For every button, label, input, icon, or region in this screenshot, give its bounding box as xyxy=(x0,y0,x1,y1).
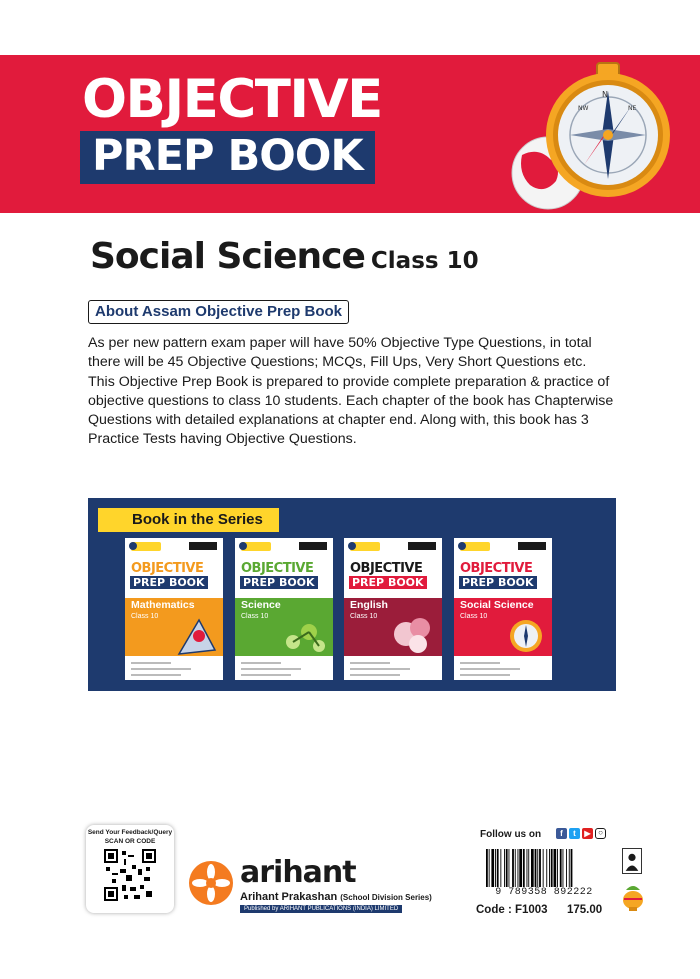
book-footer xyxy=(454,656,552,680)
about-paragraph-2: This Objective Prep Book is prepared to provide complete preparation & practice of objective questions to class 10 students. Each chapter of the book has Chapterwise Questions with detailed explanations at chapter end. Along with, this book has 3 Practice Tests having Objective Questions. xyxy=(88,374,614,447)
series-label: Book in the Series xyxy=(98,508,279,532)
book-title-2: PREP BOOK xyxy=(459,576,537,589)
barcode-bar xyxy=(527,849,528,887)
barcode-bar xyxy=(500,849,501,887)
book-code: Code : F1003 xyxy=(476,904,548,916)
instagram-icon[interactable]: ○ xyxy=(595,828,606,839)
compass-globe-icon xyxy=(500,55,700,213)
barcode-bar xyxy=(551,849,553,887)
book-header-badge xyxy=(125,538,223,558)
barcode-bar xyxy=(509,849,510,887)
cover-banner xyxy=(0,55,700,213)
book-title-1: OBJECTIVE xyxy=(241,561,314,576)
qr-code-icon xyxy=(104,849,156,901)
barcode-bar xyxy=(515,849,516,887)
barcode-bar xyxy=(506,849,508,887)
class-label: Class 10 xyxy=(370,248,479,274)
barcode-bar xyxy=(563,849,564,887)
series-book-science xyxy=(235,538,333,680)
isbn-number: 9 789358 892222 xyxy=(495,887,593,898)
youtube-icon[interactable]: ▶ xyxy=(582,828,593,839)
page-title xyxy=(90,236,479,277)
svg-text:N: N xyxy=(602,90,608,99)
book-subject: Social Science xyxy=(460,599,534,611)
book-class: Class 10 xyxy=(131,613,159,620)
mahavir-stamp-icon xyxy=(622,848,642,874)
barcode-bar xyxy=(497,849,499,887)
book-class: Class 10 xyxy=(350,613,378,620)
published-by: Published by ARIHANT PUBLICATIONS (INDIA) LIMITED xyxy=(240,905,402,913)
banner-title-box xyxy=(80,131,375,184)
book-title-1: OBJECTIVE xyxy=(131,561,204,576)
barcode-bar xyxy=(560,849,562,887)
barcode-bar xyxy=(571,849,573,887)
book-header-badge xyxy=(454,538,552,558)
barcode-bar xyxy=(528,849,529,887)
publisher-brand: arihant xyxy=(240,855,356,890)
book-title-2: PREP BOOK xyxy=(130,576,208,589)
about-heading: About Assam Objective Prep Book xyxy=(88,300,349,324)
book-header-badge xyxy=(235,538,333,558)
top-margin xyxy=(0,0,700,55)
about-paragraph-1: As per new pattern exam paper will have 50% Objective Type Questions, in total there will be 45 Objective Questions; MCQs, Fill Ups, Very Short Questions etc. xyxy=(88,335,592,370)
barcode-bar xyxy=(519,849,522,887)
barcode xyxy=(480,847,608,901)
book-title-2: PREP BOOK xyxy=(240,576,318,589)
feedback-line-1: Send Your Feedback/Query xyxy=(87,829,173,836)
facebook-icon[interactable]: f xyxy=(556,828,567,839)
book-title-2: PREP BOOK xyxy=(349,576,427,589)
book-subject: English xyxy=(350,599,388,611)
book-footer xyxy=(344,656,442,680)
barcode-bar xyxy=(566,849,567,887)
barcode-bar xyxy=(535,849,537,887)
book-footer xyxy=(125,656,223,680)
banner-title-prep-book: PREP BOOK xyxy=(92,131,363,181)
series-panel xyxy=(88,498,616,691)
kalash-icon xyxy=(620,882,646,912)
arihant-logo-icon xyxy=(188,860,234,906)
barcode-bar xyxy=(491,849,494,887)
book-compass-icon xyxy=(502,612,546,656)
feedback-qr-card[interactable] xyxy=(86,825,174,913)
barcode-bar xyxy=(554,849,557,887)
book-subject: Science xyxy=(241,599,281,611)
feedback-line-2: SCAN OR CODE xyxy=(104,838,156,845)
book-art-icon xyxy=(384,610,440,656)
barcode-bar xyxy=(537,849,538,887)
book-art-icon xyxy=(279,614,329,656)
book-footer xyxy=(235,656,333,680)
barcode-bar xyxy=(495,849,496,887)
barcode-bar xyxy=(523,849,525,887)
svg-text:NW: NW xyxy=(578,105,589,112)
barcode-bar xyxy=(486,849,488,887)
subject-title: Social Science xyxy=(90,236,365,277)
series-book-mathematics xyxy=(125,538,223,680)
book-class: Class 10 xyxy=(241,613,269,620)
barcode-bar xyxy=(539,849,541,887)
series-book-english xyxy=(344,538,442,680)
book-price: 175.00 xyxy=(567,904,603,916)
twitter-icon[interactable]: t xyxy=(569,828,580,839)
barcode-bars xyxy=(482,849,606,887)
barcode-bar xyxy=(569,849,570,887)
book-subject: Mathematics xyxy=(131,599,195,611)
barcode-bar xyxy=(549,849,550,887)
barcode-bar xyxy=(546,849,547,887)
barcode-bar xyxy=(518,849,519,887)
book-title-1: OBJECTIVE xyxy=(460,561,533,576)
publisher-name: Arihant Prakashan (School Division Series) xyxy=(240,891,432,903)
barcode-bar xyxy=(543,849,544,887)
book-title-1: OBJECTIVE xyxy=(350,561,423,576)
barcode-bar xyxy=(557,849,558,887)
barcode-bar xyxy=(531,849,534,887)
svg-text:NE: NE xyxy=(628,105,637,112)
follow-label: Follow us on xyxy=(480,829,542,840)
barcode-bar xyxy=(504,849,505,887)
book-header-badge xyxy=(344,538,442,558)
barcode-bar xyxy=(512,849,514,887)
book-art-icon xyxy=(169,614,219,656)
banner-title-objective: OBJECTIVE xyxy=(82,69,382,130)
series-book-social-science xyxy=(454,538,552,680)
book-class: Class 10 xyxy=(460,613,488,620)
barcode-bar xyxy=(489,849,490,887)
